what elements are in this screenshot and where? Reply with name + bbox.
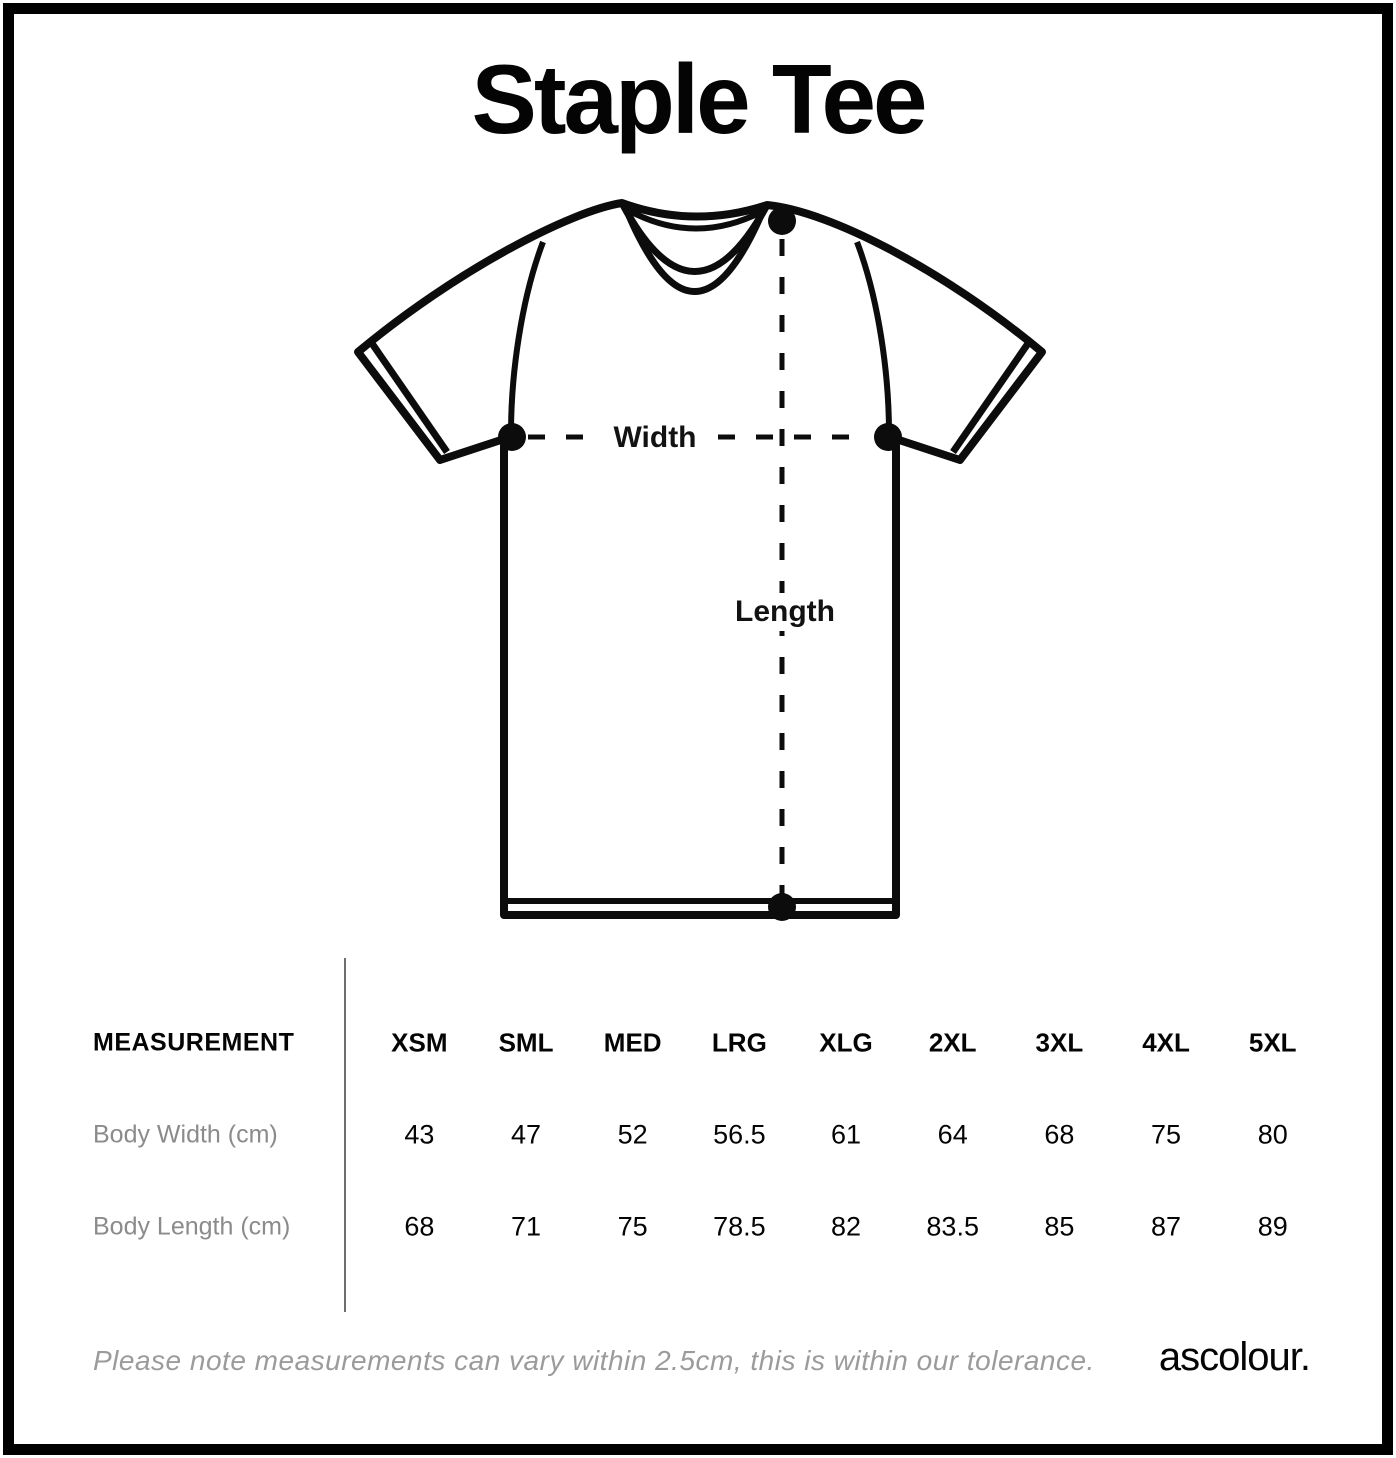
body-width-xsm: 43 <box>404 1119 435 1150</box>
size-header-lrg: LRG <box>711 1027 767 1058</box>
width-dimension-label: Width <box>599 419 710 457</box>
tolerance-note: Please note measurements can vary within 2.5cm, this is within our tolerance. <box>93 1345 1095 1376</box>
body-width-4xl: 75 <box>1151 1119 1182 1150</box>
tshirt-outline <box>358 203 1042 915</box>
size-header-sml: SML <box>498 1027 554 1058</box>
table-row-body-length <box>0 1209 1396 1245</box>
table-header-row <box>0 1025 1396 1061</box>
body-length-xlg: 82 <box>831 1211 862 1242</box>
body-width-5xl: 80 <box>1257 1119 1288 1150</box>
body-width-sml: 47 <box>510 1119 542 1150</box>
length-dimension-label: Length <box>721 593 849 631</box>
body-length-3xl: 85 <box>1044 1211 1075 1242</box>
tshirt-svg <box>330 185 1070 925</box>
measurement-header: MEASUREMENT <box>93 1028 295 1057</box>
body-length-2xl: 83.5 <box>926 1211 979 1242</box>
size-header-med: MED <box>603 1027 662 1058</box>
row-label-body-length: Body Length (cm) <box>93 1212 291 1241</box>
body-length-5xl: 89 <box>1257 1211 1288 1242</box>
body-length-lrg: 78.5 <box>713 1211 766 1242</box>
body-length-med: 75 <box>617 1211 648 1242</box>
left-armpit-dot <box>498 423 526 451</box>
body-width-med: 52 <box>617 1119 648 1150</box>
hem-point-dot <box>768 893 796 921</box>
size-header-xlg: XLG <box>819 1027 873 1058</box>
body-length-4xl: 87 <box>1151 1211 1182 1242</box>
brand-logo: ascolour. <box>1158 1335 1310 1379</box>
tshirt-diagram <box>330 185 1070 925</box>
body-length-xsm: 68 <box>404 1211 435 1242</box>
body-width-lrg: 56.5 <box>713 1119 766 1150</box>
body-width-2xl: 64 <box>937 1119 968 1150</box>
page-title: Staple Tee <box>471 44 925 154</box>
size-header-5xl: 5XL <box>1248 1027 1297 1058</box>
row-label-body-width: Body Width (cm) <box>93 1120 278 1149</box>
body-length-cells <box>366 1212 1326 1243</box>
body-width-cells <box>366 1120 1326 1151</box>
table-row-body-width <box>0 1117 1396 1153</box>
right-armpit-dot <box>874 423 902 451</box>
body-width-3xl: 68 <box>1044 1119 1075 1150</box>
body-width-xlg: 61 <box>831 1119 862 1150</box>
size-header-cells <box>366 1028 1326 1059</box>
size-header-2xl: 2XL <box>928 1027 977 1058</box>
neck-point-dot <box>768 207 796 235</box>
size-header-4xl: 4XL <box>1142 1027 1190 1058</box>
size-header-3xl: 3XL <box>1035 1027 1084 1058</box>
size-header-xsm: XSM <box>391 1027 448 1058</box>
body-length-sml: 71 <box>510 1211 542 1242</box>
